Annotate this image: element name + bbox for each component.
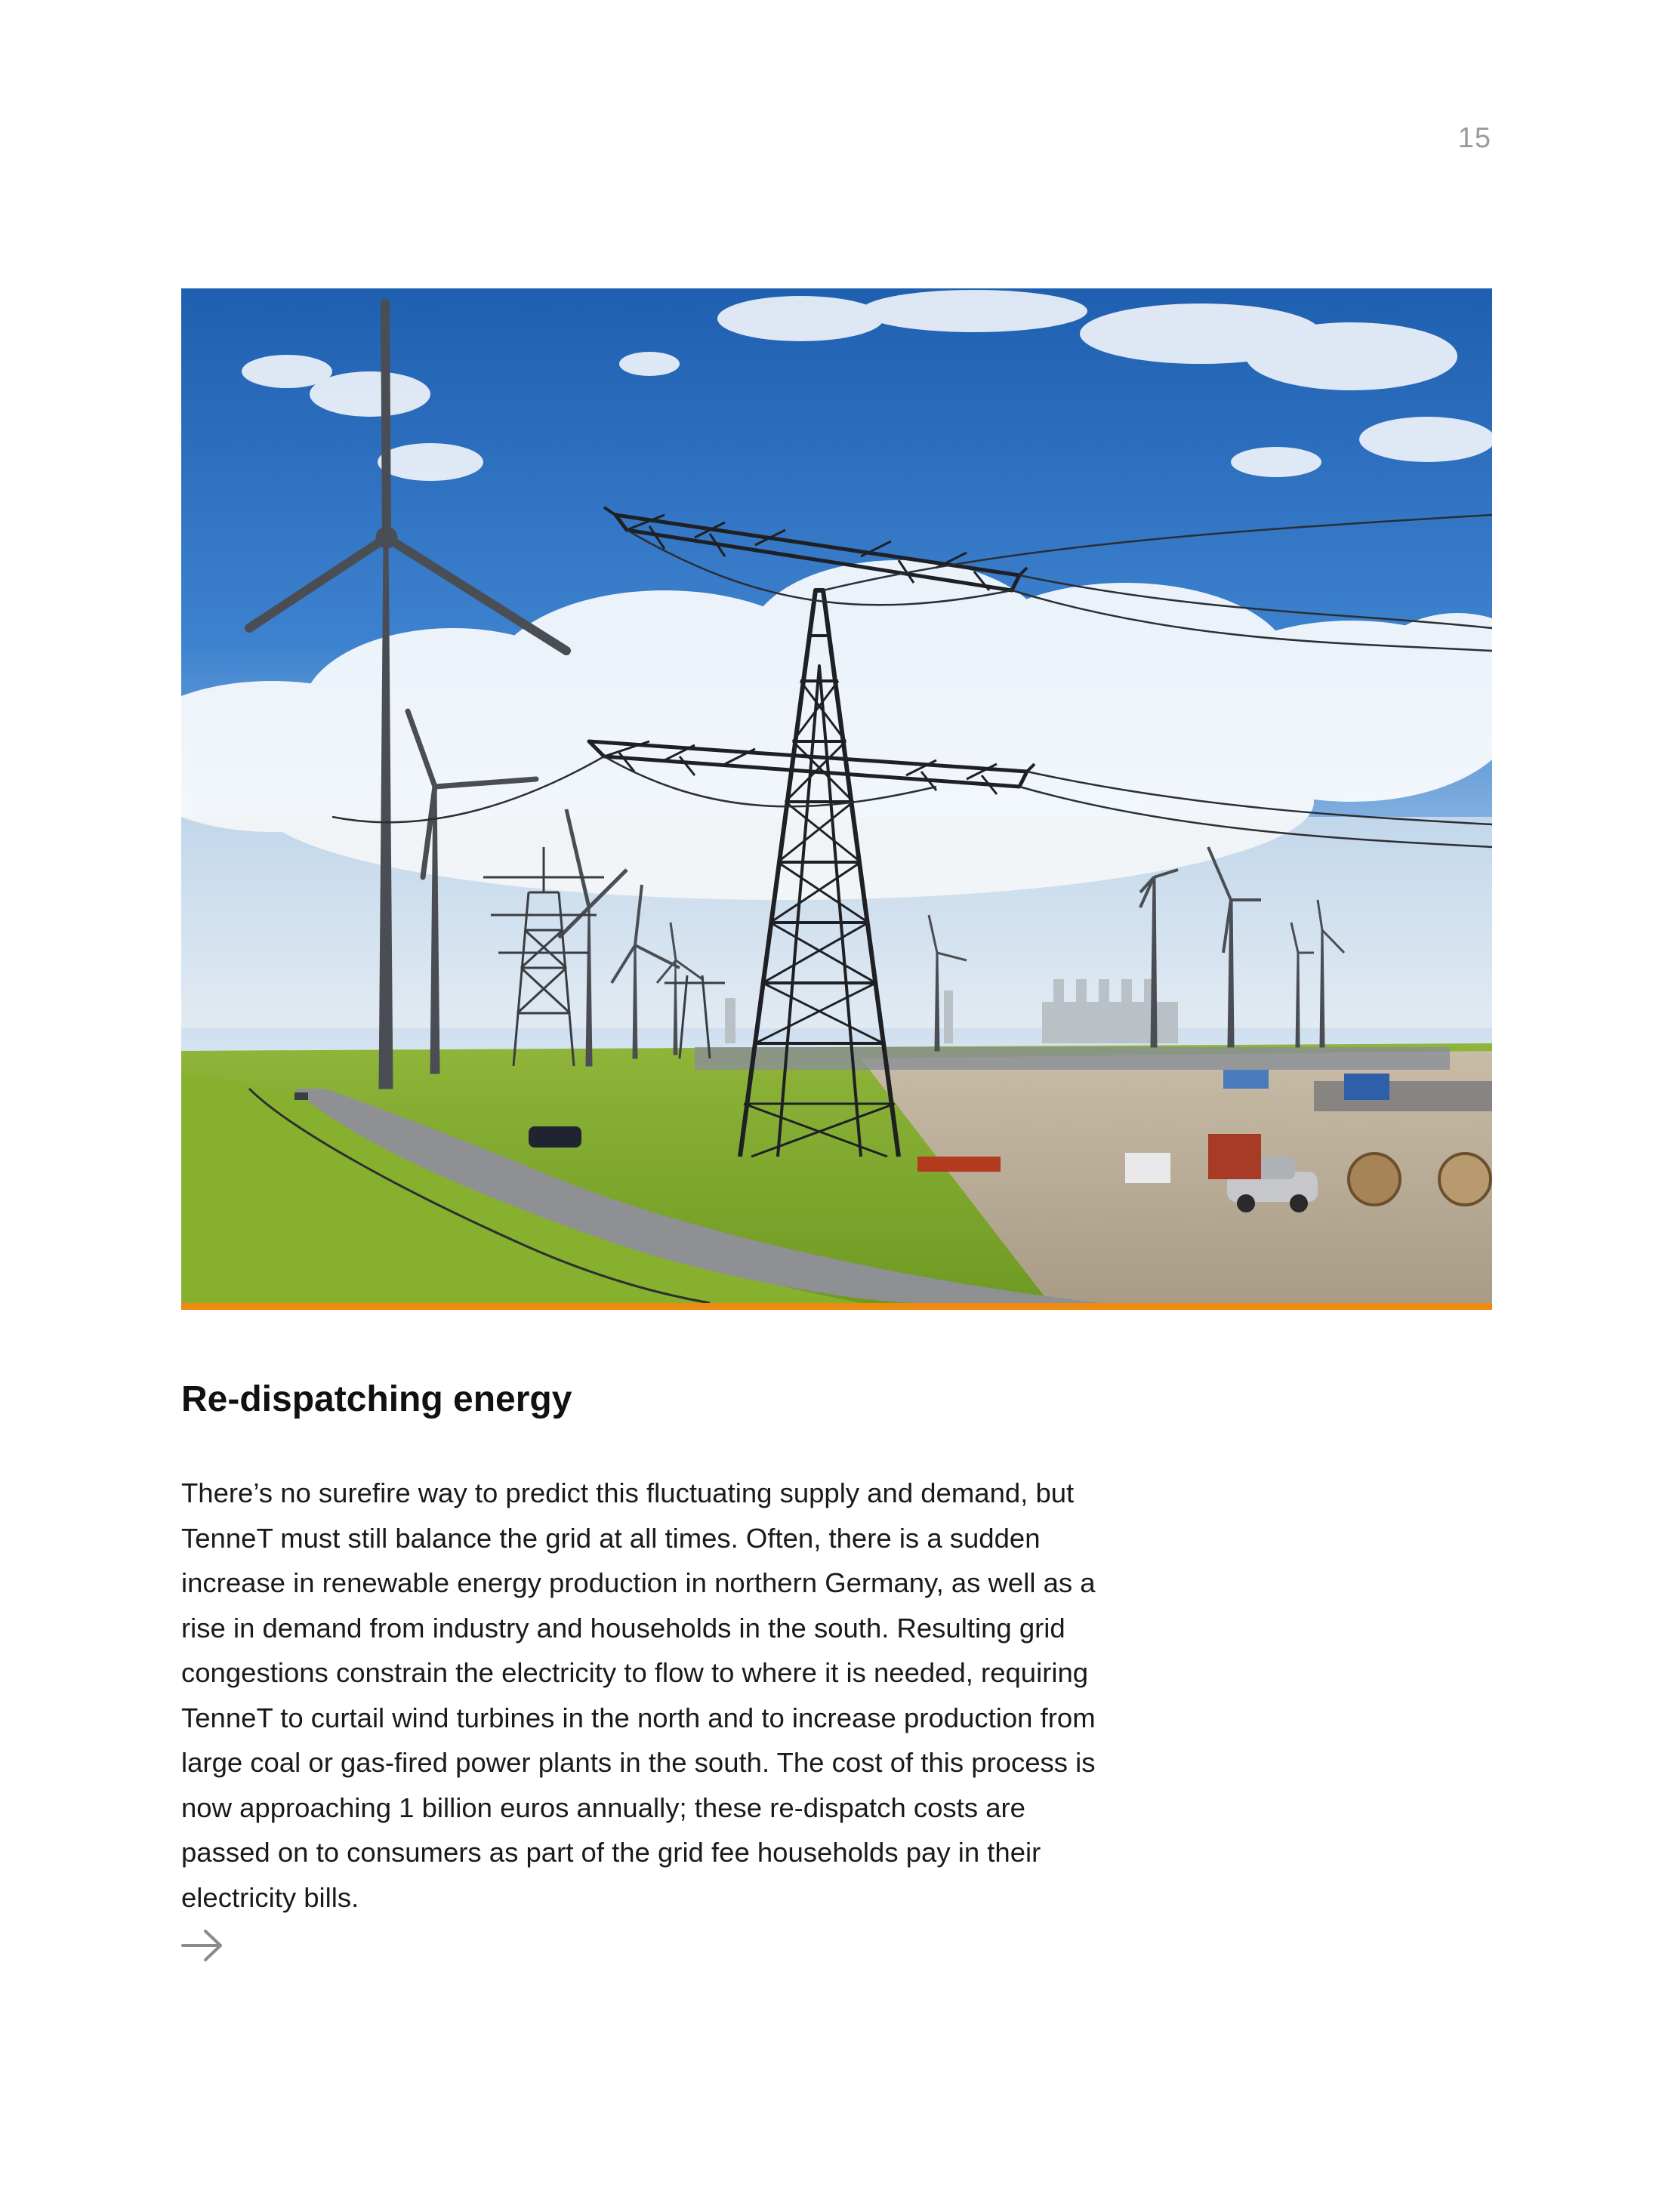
body-paragraph: There’s no surefire way to predict this fluctuating supply and demand, but TenneT must still balance the grid at all times. Often, there is a sudden increase in renewable energy production in northern Germany, as well as a rise in demand from industry and households in the south. Resulting grid congestions constrain the electricity to flow to where it is needed, requiring TenneT to curtail wind turbines in the north and to increase production from large coal or gas-fired power plants in the south. The cost of this process is now approaching 1 billion euros annually; these re-dispatch costs are passed on to consumers as part of the grid fee households pay in their electricity bills. (181, 1477, 1096, 1913)
section-heading: Re-dispatching energy (181, 1379, 572, 1419)
landscape-photo (181, 288, 1492, 1303)
wind-turbines-pylons-illustration (181, 288, 1492, 1303)
page-number: 15 (1457, 122, 1491, 154)
arrow-right-icon[interactable] (181, 1928, 224, 1963)
photo-accent-rule (181, 1303, 1492, 1310)
